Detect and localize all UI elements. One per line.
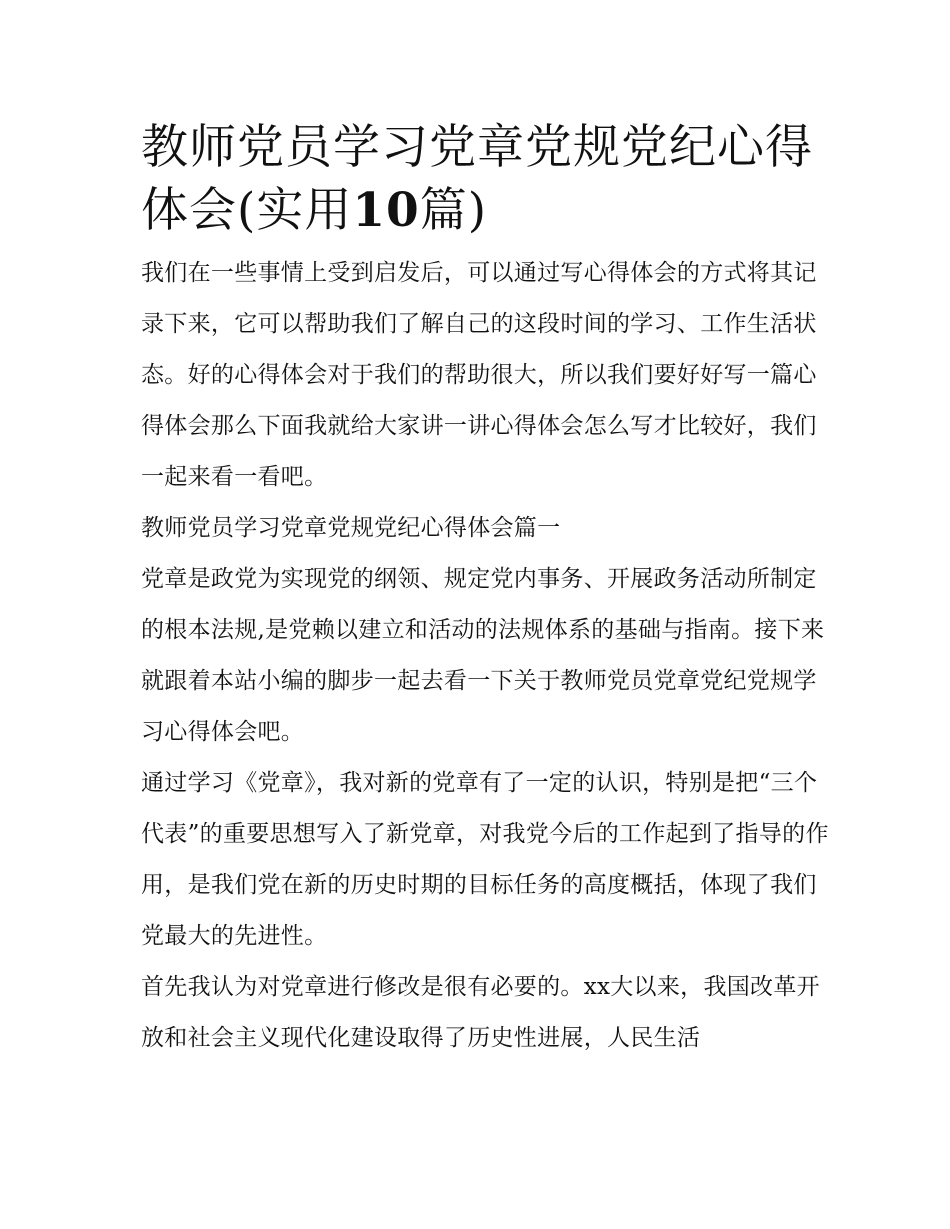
body-paragraph: 党章是政党为实现党的纲领、规定党内事务、开展政务活动所制定的根本法规,是党赖以建立和活动的法规体系的基础与指南。接下来就跟着本站小编的脚步一起去看一下关于教师党员党章党纪党规学习心得体会吧。 [141,566,825,745]
document-title [141,116,831,242]
title-text-part2: 篇) [419,183,488,238]
section-heading: 教师党员学习党章党规党纪心得体会篇一 [141,515,561,541]
intro-paragraph: 我们在一些事情上受到启发后，可以通过写心得体会的方式将其记录下来，它可以帮助我们了解自己的这段时间的学习、工作生活状态。好的心得体会对于我们的帮助很大，所以我们要好好写一篇心得体会那么下面我就给大家讲一讲心得体会怎么写才比较好，我们一起来看一看吧。 [141,260,817,490]
title-number: 10 [352,183,420,238]
title-text-part1: 教师党员学习党章党规党纪心得体会(实用 [141,120,813,238]
document-page [141,116,831,1064]
body-paragraph: 首先我认为对党章进行修改是很有必要的。xx大以来，我国改革开放和社会主义现代化建设取得了历史性进展，人民生活 [141,974,820,1051]
body-paragraph: 通过学习《党章》，我对新的党章有了一定的认识，特别是把“三个代表”的重要思想写入了新党章，对我党今后的工作起到了指导的作用，是我们党在新的历史时期的目标任务的高度概括，体现了我们党最大的先进性。 [141,770,829,949]
